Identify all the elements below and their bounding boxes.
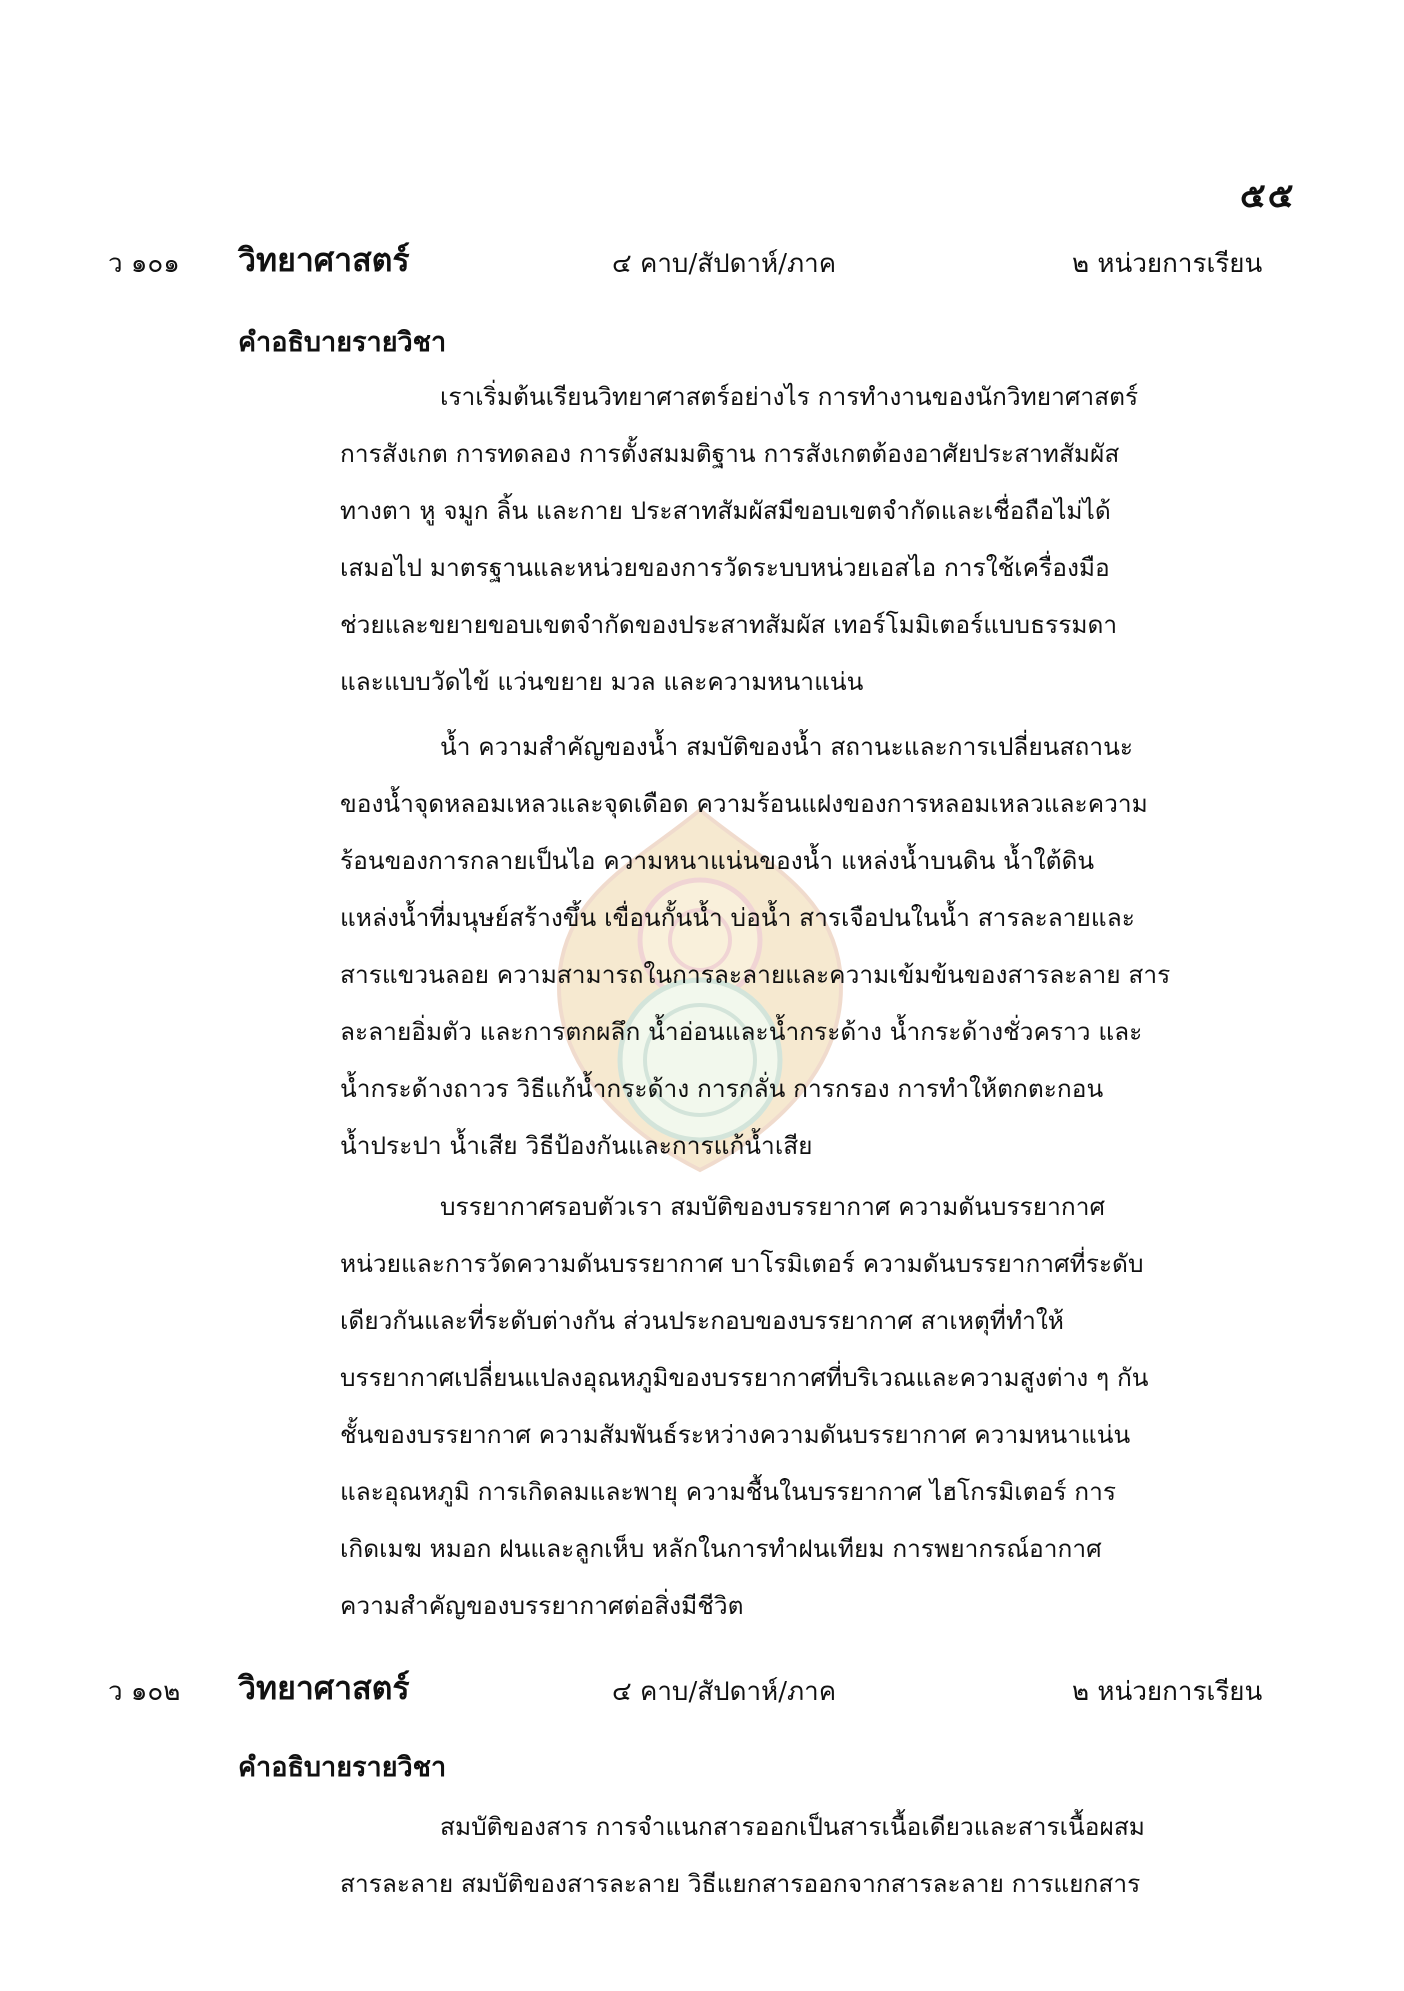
paragraph-line: เสมอไป มาตรฐานและหน่วยของการวัดระบบหน่วยเอสไอ การใช้เครื่องมือ [340, 553, 1110, 582]
paragraph-line: น้ำ ความสำคัญของน้ำ สมบัติของน้ำ สถานะและการเปลี่ยนสถานะ [440, 732, 1133, 761]
paragraph-line: และอุณหภูมิ การเกิดลมและพายุ ความชื้นในบรรยากาศ ไฮโกรมิเตอร์ การ [340, 1477, 1117, 1506]
paragraph-line: เดียวกันและที่ระดับต่างกัน ส่วนประกอบของบรรยากาศ สาเหตุที่ทำให้ [340, 1306, 1064, 1335]
course-credits: ๒ หน่วยการเรียน [1072, 1677, 1263, 1707]
course-name: วิทยาศาสตร์ [238, 1669, 410, 1707]
paragraph-line: การสังเกต การทดลอง การตั้งสมมติฐาน การสังเกตต้องอาศัยประสาทสัมผัส [340, 439, 1120, 468]
paragraph-line: ร้อนของการกลายเป็นไอ ความหนาแน่นของน้ำ แหล่งน้ำบนดิน น้ำใต้ดิน [340, 846, 1095, 875]
paragraph-line: ละลายอิ่มตัว และการตกผลึก น้ำอ่อนและน้ำกระด้าง น้ำกระด้างชั่วคราว และ [340, 1017, 1143, 1046]
paragraph-line: เราเริ่มต้นเรียนวิทยาศาสตร์อย่างไร การทำงานของนักวิทยาศาสตร์ [440, 382, 1139, 411]
course-code: ว ๑๐๒ [108, 1677, 181, 1707]
paragraph-line: และแบบวัดไข้ แว่นขยาย มวล และความหนาแน่น [340, 667, 864, 696]
paragraph-line: แหล่งน้ำที่มนุษย์สร้างขึ้น เขื่อนกั้นน้ำ บ่อน้ำ สารเจือปนในน้ำ สารละลายและ [340, 903, 1135, 932]
paragraph-line: ความสำคัญของบรรยากาศต่อสิ่งมีชีวิต [340, 1591, 744, 1620]
paragraph-line: ช่วยและขยายขอบเขตจำกัดของประสาทสัมผัส เทอร์โมมิเตอร์แบบธรรมดา [340, 610, 1118, 639]
paragraph-line: สารละลาย สมบัติของสารละลาย วิธีแยกสารออกจากสารละลาย การแยกสาร [340, 1869, 1141, 1898]
course-header-w101 [0, 235, 1404, 285]
paragraph-line: สมบัติของสาร การจำแนกสารออกเป็นสารเนื้อเดียวและสารเนื้อผสม [440, 1812, 1145, 1841]
course-name: วิทยาศาสตร์ [238, 241, 410, 279]
description-heading: คำอธิบายรายวิชา [238, 1752, 447, 1783]
paragraph-line: บรรยากาศเปลี่ยนแปลงอุณหภูมิของบรรยากาศที่บริเวณและความสูงต่าง ๆ กัน [340, 1363, 1149, 1392]
paragraph-line: น้ำกระด้างถาวร วิธีแก้น้ำกระด้าง การกลั่น การกรอง การทำให้ตกตะกอน [340, 1074, 1104, 1103]
paragraph-line: ของน้ำจุดหลอมเหลวและจุดเดือด ความร้อนแฝงของการหลอมเหลวและความ [340, 789, 1148, 818]
paragraph-line: หน่วยและการวัดความดันบรรยากาศ บาโรมิเตอร์ ความดันบรรยากาศที่ระดับ [340, 1249, 1144, 1278]
paragraph-line: เกิดเมฆ หมอก ฝนและลูกเห็บ หลักในการทำฝนเทียม การพยากรณ์อากาศ [340, 1534, 1102, 1563]
paragraph-line: น้ำประปา น้ำเสีย วิธีป้องกันและการแก้น้ำเสีย [340, 1131, 813, 1160]
paragraph-line: สารแขวนลอย ความสามารถในการละลายและความเข้มข้นของสารละลาย สาร [340, 960, 1171, 989]
course-header-w102 [0, 1663, 1404, 1713]
paragraph-line: ชั้นของบรรยากาศ ความสัมพันธ์ระหว่างความดันบรรยากาศ ความหนาแน่น [340, 1420, 1131, 1449]
course-code: ว ๑๐๑ [108, 249, 180, 279]
paragraph-line: บรรยากาศรอบตัวเรา สมบัติของบรรยากาศ ความดันบรรยากาศ [440, 1192, 1106, 1221]
course-hours: ๔ คาบ/สัปดาห์/ภาค [612, 249, 837, 279]
page-number: ๕๕ [1240, 176, 1296, 216]
paragraph-line: ทางตา หู จมูก ลิ้น และกาย ประสาทสัมผัสมีขอบเขตจำกัดและเชื่อถือไม่ได้ [340, 496, 1111, 525]
description-heading: คำอธิบายรายวิชา [238, 327, 447, 358]
course-hours: ๔ คาบ/สัปดาห์/ภาค [612, 1677, 837, 1707]
course-credits: ๒ หน่วยการเรียน [1072, 249, 1263, 279]
